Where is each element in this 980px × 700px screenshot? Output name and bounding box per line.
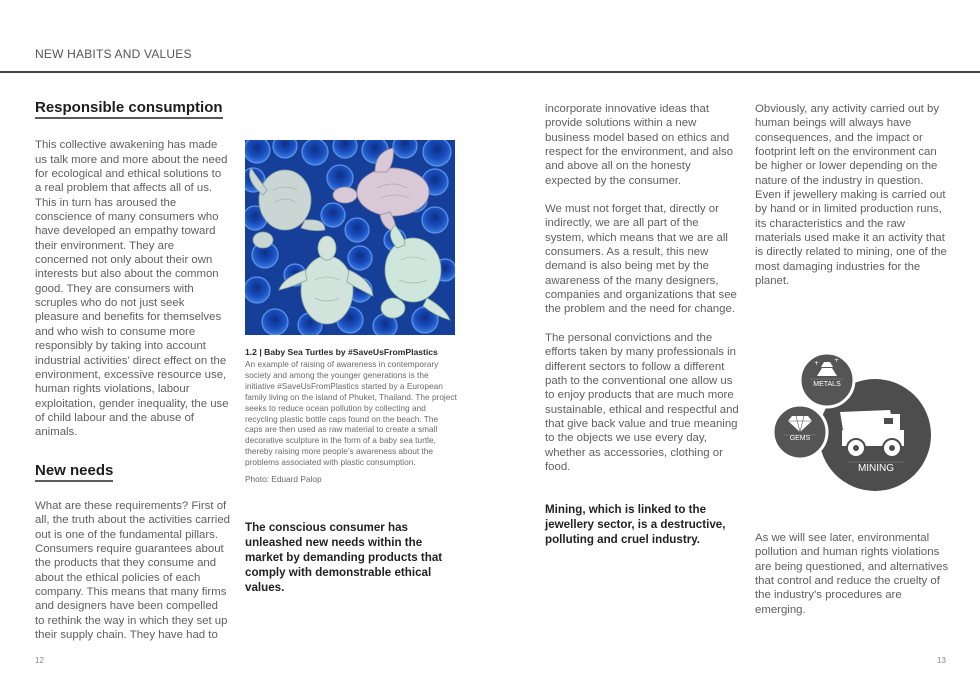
gems-label: GEMS	[789, 435, 811, 442]
body-paragraph: Obviously, any activity carried out by human beings will always have consequences, and the impact or footprint left on the environment can be higher or lower depending on the nature of the industry in question. Even if jewellery making is carried out by hand or in limited production runs, its characteristics and the raw materials used make it an activity that is directly related to mining, one of the most damaging industries for the planet.	[755, 103, 947, 288]
heading-responsible-consumption: Responsible consumption	[35, 101, 223, 119]
metals-circle	[800, 353, 854, 407]
body-paragraph: This collective awakening has made us talk more and more about the need for ecological and ethical solutions to a real problem that affects all of us. This in turn has aroused the conscience of many consumers who have developed an empathy toward their environment. They are concerned not only about their own interests but also about the common good. They are consumers with scruples who do not just seek pleasure and benefits for themselves and who wish to consume more responsibly by taking into account industrial activities’ direct effect on the environment, excessive resource use, human rights violations, labour exploitation, gender inequality, the use of child labour and the abuse of animals.	[35, 139, 229, 439]
turtle-photo	[245, 140, 455, 335]
body-paragraph: incorporate innovative ideas that provide solutions within a new business model based on ethics and respect for the environment, and also and above all on the honesty expected by the consumer.	[545, 103, 734, 187]
body-paragraph: What are these requirements? First of all, the truth about the activities carried out is one of the fundamental pillars. Consumers require guarantees about the products that they consume and about the ethical policies of each company. This means that many firms and designers have been compelled to rethink the way in which they set up their supply chain. They have had to	[35, 499, 231, 641]
mining-diagram	[770, 350, 940, 495]
svg-text:+: +	[814, 360, 820, 367]
photo-credit: Photo: Eduard Palop	[245, 474, 322, 485]
heading-new-needs: New needs	[35, 464, 113, 482]
pull-quote-right: Mining, which is linked to the jewellery sector, is a destructive, polluting and cruel industry.	[545, 503, 726, 547]
header-divider	[0, 71, 980, 73]
body-paragraph: As we will see later, environmental pollution and human rights violations are being questioned, and alternatives that control and reduce the cruelty of the industry’s procedures are emerging.	[755, 532, 949, 616]
body-paragraph: The personal convictions and the efforts taken by many professionals in different sectors to follow a different path to the conventional one allow us to enjoy products that are much more sustainable, ethical and respectful and that give back value and true meaning to the objects we use every day, whether as accessories, clothing or food.	[545, 331, 739, 473]
right-column-1	[545, 102, 740, 547]
page-number-left: 12	[35, 656, 44, 665]
pull-quote-left: The conscious consumer has unleashed new needs within the market by demanding products that comply with demonstrable ethical values.	[245, 521, 443, 594]
running-head: NEW HABITS AND VALUES	[35, 47, 192, 61]
body-paragraph: We must not forget that, directly or indirectly, we are all part of the system, which means that we are all consumers. As a result, this new demand is also being met by the awareness of the many designers, companies and organizations that see the problem and the need for change.	[545, 203, 737, 316]
right-column-2	[755, 102, 950, 302]
right-column-2-bottom	[755, 531, 955, 631]
turtles-on-caps-image	[245, 140, 455, 335]
figure-caption	[245, 347, 457, 486]
metals-label: METALS	[813, 381, 841, 388]
mining-label: MINING	[857, 463, 895, 474]
left-column-1	[35, 101, 230, 656]
svg-text:+: +	[834, 357, 840, 364]
caption-title: 1.2 | Baby Sea Turtles by #SaveUsFromPlastics	[245, 347, 438, 357]
page-number-right: 13	[937, 656, 946, 665]
caption-body: An example of raising of awareness in contemporary society and among the younger generations is the initiative #SaveUsFromPlastics started by a European family living on the island of Phuket, Thailand. The project seeks to reduce ocean pollution by collecting and recycling plastic bottle caps found on the beach. The caps are then used as raw material to create a small decorative sculpture in the form of a baby sea turtle, thereby raising more people’s awareness about the problems associated with plastic consumption.	[245, 359, 457, 468]
